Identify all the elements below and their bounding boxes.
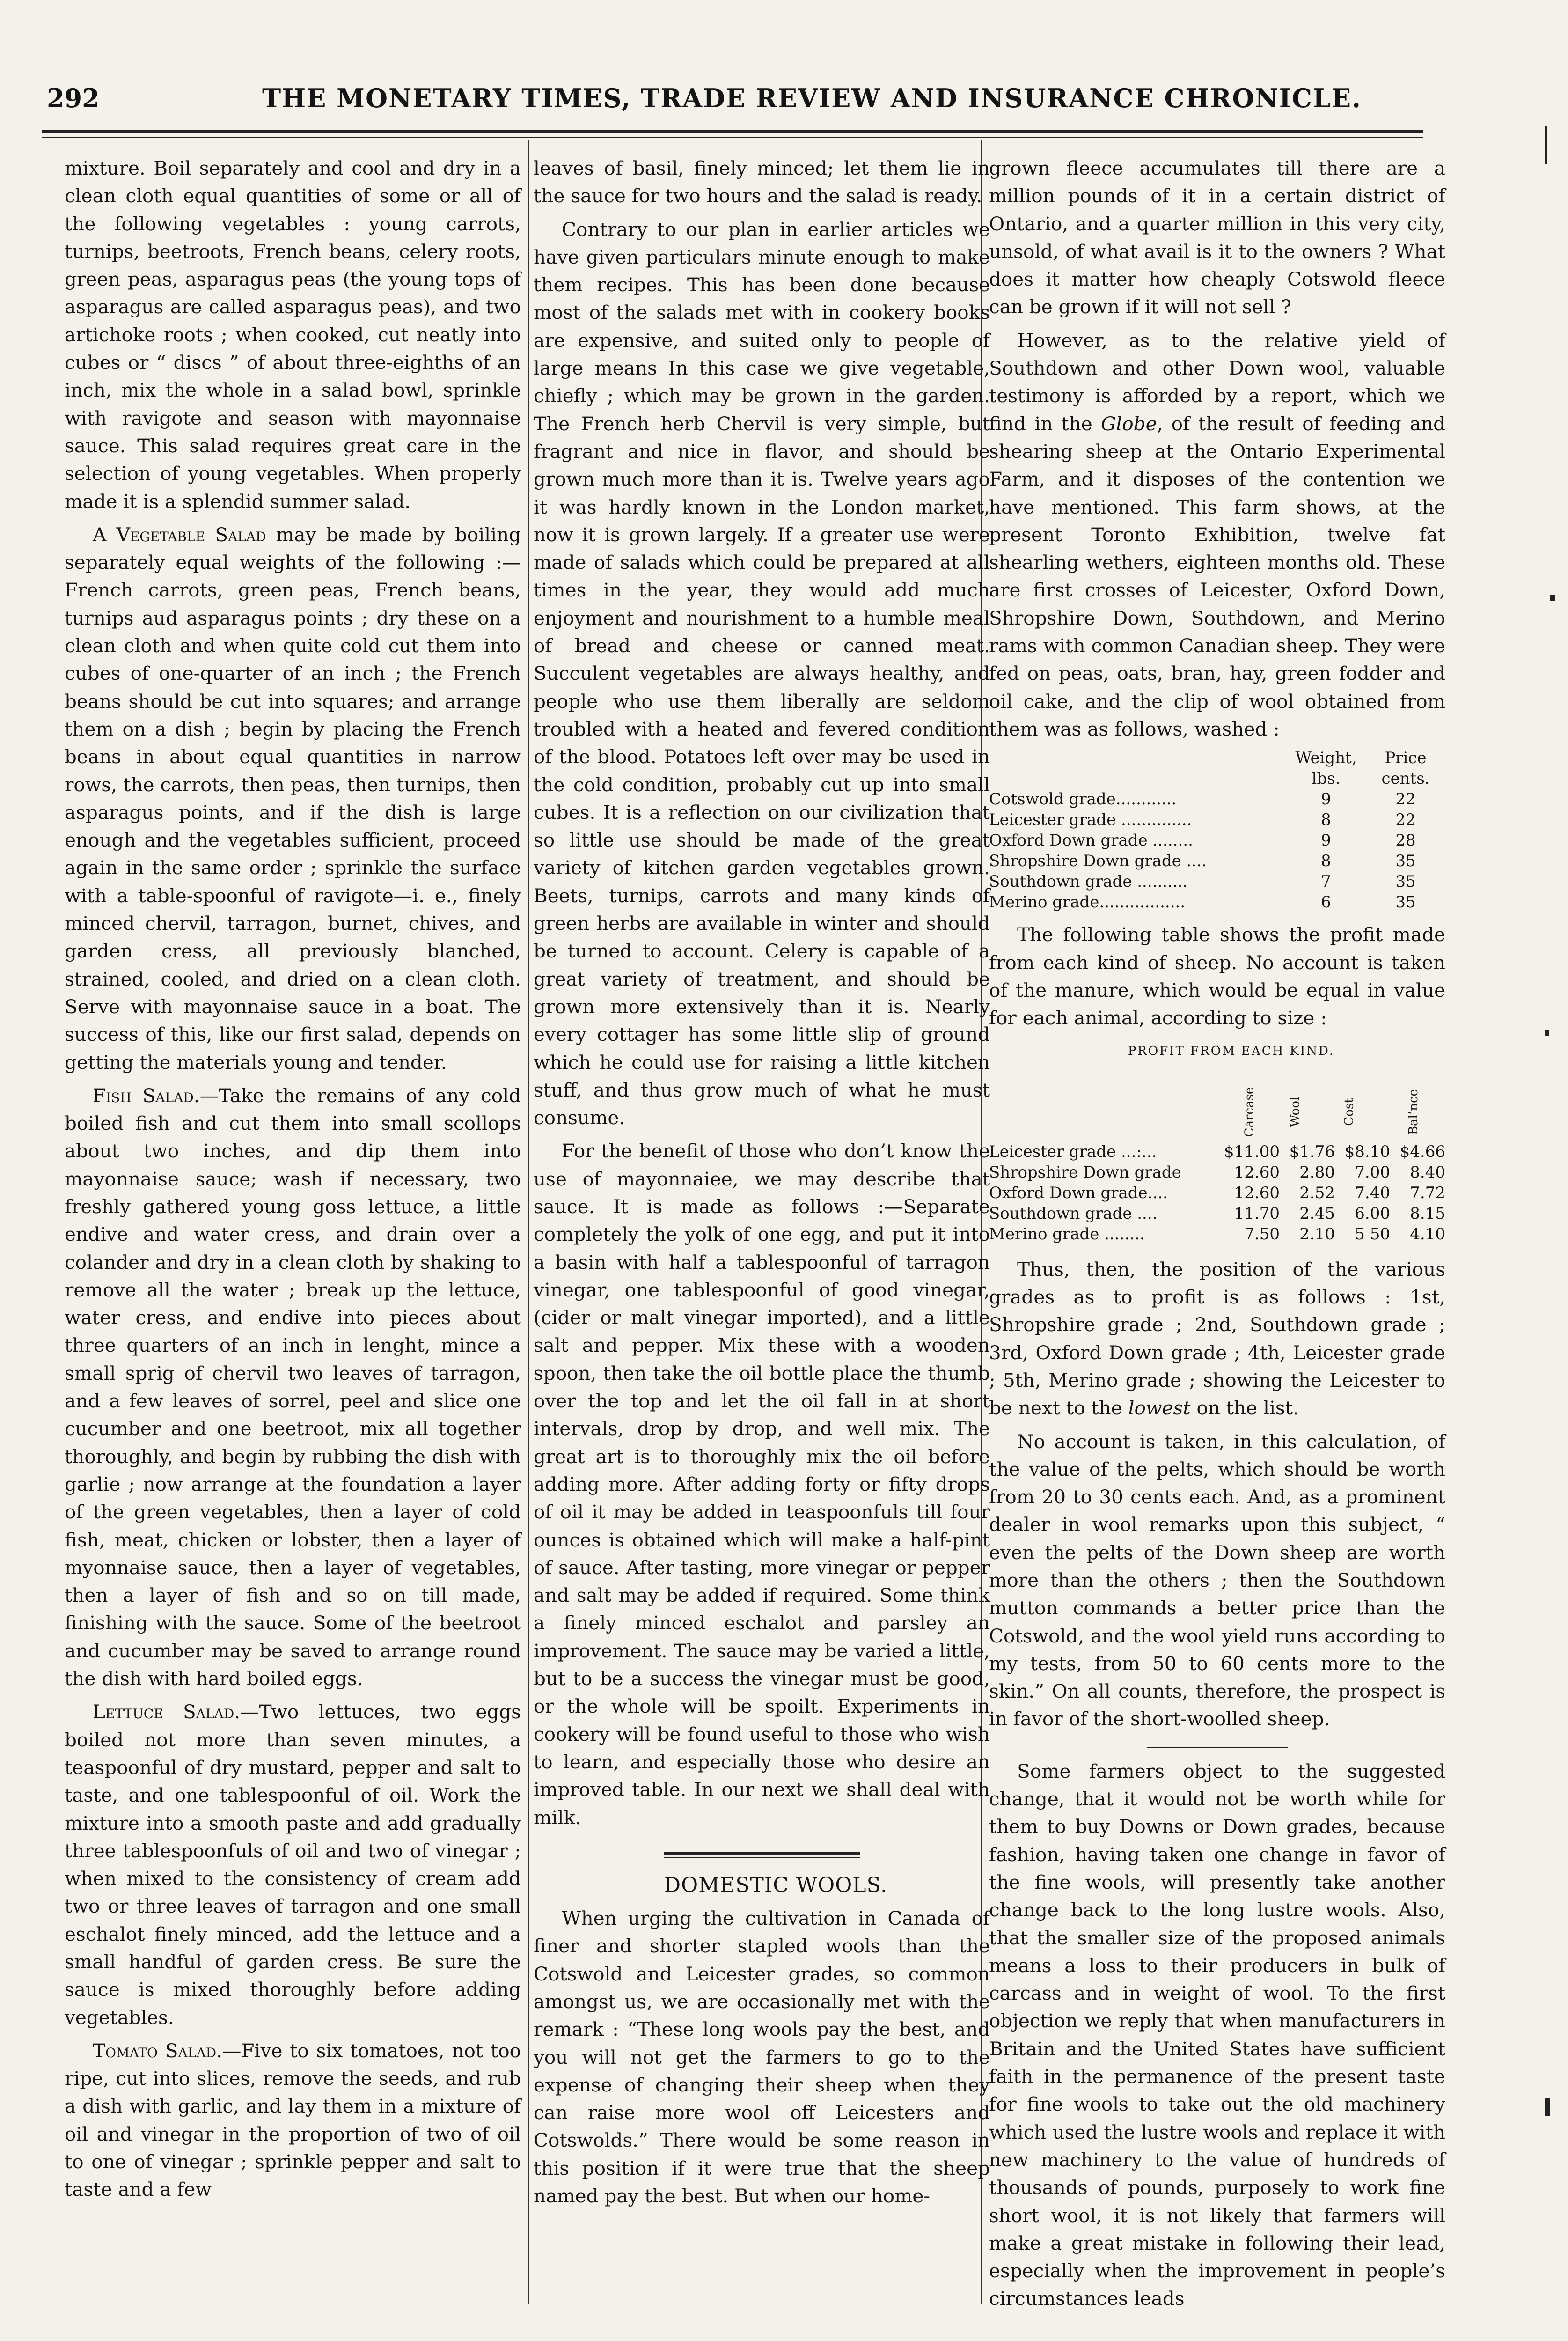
carcase-cell: 11.70 [1234, 1204, 1280, 1223]
column-3 [989, 155, 1445, 2313]
paragraph [65, 1698, 521, 2032]
paragraph: Some farmers object to the suggested change, that it would not be worth while for them to buy Downs or Down grades, because fashion, having taken one change in favor of the fine wools, will presently take another change back to the long lustre wools. Also, that the smaller size of the proposed animals means a loss to their producers in bulk of carcass and in weight of wool. To the first objection we reply that when manufacturers in Britain and the United States have sufficient faith in the permanence of the present taste for fine wools to take out the old machinery which used the lustre wools and replace it with new machinery to the value of hundreds of thousands of pounds, purposely to work fine short wool, it is not likely that farmers will make a great mistake in following their lead, especially when the improvement in people’s circumstances leads [989, 1759, 1445, 2310]
paragraph-text: may be made by boiling separately equal weights of the following :—French carrots, green peas, French beans, turnips aud asparagus points ; dry these on a clean cloth and when quite cold cut them into cubes of one-quarter of an inch ; the French beans should be cut into squares; and arrange them on a dish ; begin by placing the French beans in about equal quantities in narrow rows, the carrots, then peas, then turnips, then asparagus points, and if the dish is large enough and the vegetables sufficient, proceed again in the same order ; sprinkle the surface with a table-spoonful of ravigote—i. e., finely minced chervil, tarragon, burnet, chives, and garden cress, all previously blanched, strained, cooled, and dried on a clean cloth. Serve with mayonnaise sauce in a boat. The success of this, like our first salad, depends on getting the materials young and tender. [65, 523, 521, 1074]
run-in-heading: Tomato Salad. [93, 2039, 222, 2062]
run-in-heading: Lettuce Salad. [93, 1701, 241, 1723]
column-header [1224, 1066, 1280, 1141]
column-header: Price cents. [1381, 749, 1430, 788]
cost-cell: 7.00 [1355, 1163, 1390, 1182]
cost-cell: $8.10 [1344, 1142, 1390, 1161]
paragraph: Contrary to our plan in earlier articles we have given particulars minute enough to make them recipes. This has been done because most of the salads met with in cookery books are expensive, and suited only to people of large means In this case we give vegetable, chiefly ; which may be grown in the garden. The French herb Chervil is very simple, but fragrant and nice in flavor, and should be grown much more than it is. Twelve years ago it was hardly known in the London market, now it is grown largely. If a greater use were made of salads which could be prepared at all times in the year, they would add much enjoyment and nourishment to a humble meal of bread and cheese or canned meat. Succulent vegetables are always healthy, and people who use them liberally are seldom troubled with a heated and fevered condition of the blood. Potatoes left over may be used in the cold condition, probably cut up into small cubes. It is a reflection on our civilization that so little use should be made of the great variety of kitchen garden vegetables grown. Beets, turnips, carrots and many kinds of green herbs are available in winter and should be turned to account. Celery is capable of a great variety of treatment, and should be grown more extensively than it is. Nearly every cottager has some little slip of ground which he could use for raising a little kitchen stuff, and thus grow much of what he must consume. [534, 218, 990, 1129]
carcase-cell: 12.60 [1234, 1163, 1280, 1182]
scan-mark [1550, 595, 1555, 601]
table-row [989, 789, 1445, 810]
scan-mark [1545, 1030, 1549, 1036]
section-separator [1147, 1747, 1288, 1748]
grade-cell: Southdown grade .... [989, 1204, 1158, 1223]
weight-cell: 8 [1321, 810, 1331, 830]
paragraph-text: , of the result of feeding and shearing sheep at the Ontario Experimental Farm, and it disposes of the contention we have mentioned. This farm shows, at the present Toronto Exhibition, twelve fat shearling wethers, eighteen months old. These are first crosses of Leicester, Oxford Down, Shropshire Down, Southdown, and Merino rams with common Canadian sheep. They were fed on peas, oats, bran, hay, green fodder and oil cake, and the clip of wool obtained from them was as follows, washed : [989, 412, 1445, 740]
section-separator [664, 1852, 860, 1858]
newspaper-name: Globe [1100, 412, 1157, 435]
paragraph: grown fleece accumulates till there are a million pounds of it in a certain district of Ontario, and a quarter million in this very city, unsold, of what avail is it to the owners ? What does it matter how cheaply Cotswold fleece can be grown if it will not sell ? [989, 157, 1445, 318]
header-rule [42, 130, 1423, 133]
column-header [1335, 1066, 1390, 1141]
table-title: PROFIT FROM EACH KIND. [1128, 1044, 1335, 1059]
price-cell: 28 [1395, 831, 1416, 850]
paragraph [65, 521, 521, 1076]
grade-cell: Southdown grade .......... [989, 872, 1188, 891]
balance-cell: 8.40 [1410, 1163, 1445, 1182]
column-header-label: Bal’nce [1406, 1089, 1421, 1135]
price-cell: 35 [1395, 872, 1416, 891]
balance-cell: 8.15 [1410, 1204, 1445, 1223]
run-in-heading: A Vegetable Salad [93, 523, 266, 546]
weight-cell: 6 [1321, 893, 1331, 912]
paragraph: leaves of basil, finely minced; let them lie in the sauce for two hours and the salad is ready. [534, 157, 990, 207]
table-row [989, 1203, 1445, 1224]
paragraph [989, 327, 1445, 743]
paragraph-text: on the list. [1190, 1397, 1299, 1420]
run-in-heading: Fish Salad. [93, 1084, 200, 1107]
grade-cell: Shropshire Down grade .... [989, 852, 1207, 871]
grade-cell: Merino grade................. [989, 893, 1186, 912]
scan-mark [1545, 126, 1547, 164]
table-row [989, 871, 1445, 892]
price-cell: 22 [1395, 810, 1416, 830]
carcase-cell: 7.50 [1244, 1224, 1280, 1244]
profit-table [989, 1066, 1445, 1244]
grade-cell: Oxford Down grade ........ [989, 831, 1193, 850]
weight-cell: 7 [1321, 872, 1331, 891]
column-header: Weight, lbs. [1295, 749, 1357, 788]
paragraph: When urging the cultivation in Canada of finer and shorter stapled wools than the Cotswold and Leicester grades, so common amongst us, we are occasionally met with the remark : “These long wools pay the best, and you will not get the farmers to go to the expense of changing their sheep when they can raise more wool off Leicesters and Cotswolds.” There would be some reason in this position if it were true that the sheep named pay the best. But when our home- [534, 1907, 990, 2208]
grade-cell: Merino grade ........ [989, 1224, 1145, 1244]
table-row [989, 1224, 1445, 1244]
column-header [1280, 1066, 1335, 1141]
page-number: 292 [47, 83, 100, 113]
grade-cell: Shropshire Down grade [989, 1163, 1181, 1182]
paragraph-text: —Two lettuces, two eggs boiled not more than seven minutes, a teaspoonful of dry mustard, pepper and salt to taste, and one tablespoonful of oil. Work the mixture into a smooth paste and add gradually three tablespoonfuls of oil and two of vinegar ; when mixed to the consistency of cream add two or three leaves of tarragon and one small eschalot finely minced, add the lettuce and a small handful of garden cress. Be sure the sauce is mixed thoroughly before adding vegetables. [65, 1701, 521, 2029]
section-title: DOMESTIC WOOLS. [664, 1873, 888, 1897]
table-row [989, 1162, 1445, 1183]
wool-cell: 2.10 [1299, 1224, 1335, 1244]
cost-cell: 7.40 [1355, 1183, 1390, 1202]
wool-yield-table [989, 748, 1445, 913]
carcase-cell: $11.00 [1224, 1142, 1280, 1161]
paragraph-text: Thus, then, the position of the various grades as to profit is as follows : 1st, Shropshire grade ; 2nd, Southdown grade ; 3rd, Oxford Down grade ; 4th, Leicester grade ; 5th, Merino grade ; showing the Leicester to be next to the [989, 1258, 1445, 1420]
column-header-label: Wool [1288, 1097, 1303, 1127]
column-header [1390, 1066, 1445, 1141]
emphasis: lowest [1128, 1397, 1191, 1420]
table-row [989, 892, 1445, 913]
balance-cell: $4.66 [1399, 1142, 1445, 1161]
paragraph: For the benefit of those who don’t know the use of mayonnaiee, we may describe that sauce. It is made as follows :—Separate completely the yolk of one egg, and put it into a basin with half a tablespoonful of tarragon vinegar, one tablespoonful of good vinegar, (cider or malt vinegar imported), and a little salt and pepper. Mix these with a wooden spoon, then take the oil bottle place the thumb over the top and let the oil fall in at short intervals, drop by drop, and well mix. The great art is to thoroughly mix the oil before adding more. After adding forty or fifty drops of oil it may be added in teaspoonfuls till four ounces is obtained which will make a half-pint of sauce. After tasting, more vinegar or pepper and salt may be added if required. Some think a finely minced eschalot and parsley an improvement. The sauce may be varied a little, but to be a success the vinegar must be good, or the whole will be spoilt. Experiments in cookery will be found useful to those who wish to learn, and especially those who desire an improved table. In our next we shall deal with milk. [534, 1140, 990, 1829]
balance-cell: 7.72 [1410, 1183, 1445, 1202]
running-title: THE MONETARY TIMES, TRADE REVIEW AND INSURANCE CHRONICLE. [262, 83, 1362, 113]
weight-cell: 9 [1321, 790, 1331, 809]
header-rule-thin [42, 137, 1423, 138]
paragraph-text: —Five to six tomatoes, not too ripe, cut into slices, remove the seeds, and rub a dish with garlic, and lay them in a mixture of oil and vinegar in the proportion of two of oil to one of vinegar ; sprinkle pepper and salt to taste and a few [65, 2039, 521, 2201]
price-cell: 35 [1395, 852, 1416, 871]
paragraph: mixture. Boil separately and cool and dry in a clean cloth equal quantities of some or all of the following vegetables : young carrots, turnips, beetroots, French beans, celery roots, green peas, asparagus peas (the young tops of asparagus are called asparagus peas), and two artichoke roots ; when cooked, cut neatly into cubes or “ discs ” of about three-eighths of an inch, mix the whole in a salad bowl, sprinkle with ravigote and season with mayonnaise sauce. This salad requires great care in the selection of young vegetables. When properly made it is a splendid summer salad. [65, 157, 521, 513]
price-cell: 22 [1395, 790, 1416, 809]
paragraph-text: However, as to the relative yield of Southdown and other Down wool, valuable testimony is afforded by a report, which we find in the [989, 329, 1445, 435]
table-row [989, 810, 1445, 830]
grade-cell: Cotswold grade............ [989, 790, 1177, 809]
column-header-label: Cost [1342, 1098, 1356, 1126]
page-header [47, 83, 1418, 125]
grade-cell: Leicester grade .............. [989, 810, 1192, 830]
balance-cell: 4.10 [1410, 1224, 1445, 1244]
paragraph [65, 2037, 521, 2204]
table-row [989, 851, 1445, 871]
column-1 [65, 155, 521, 2204]
carcase-cell: 12.60 [1234, 1183, 1280, 1202]
wool-cell: 2.52 [1299, 1183, 1335, 1202]
column-header-label: Carcase [1242, 1087, 1257, 1137]
cost-cell: 6.00 [1355, 1204, 1390, 1223]
weight-cell: 8 [1321, 852, 1331, 871]
column-2 [534, 155, 990, 2210]
table-row [989, 830, 1445, 851]
scan-mark [1545, 2098, 1550, 2116]
wool-cell: 2.45 [1299, 1204, 1335, 1223]
wool-cell: $1.76 [1289, 1142, 1335, 1161]
paragraph [989, 1256, 1445, 1422]
weight-cell: 9 [1321, 831, 1331, 850]
paragraph: The following table shows the profit made from each kind of sheep. No account is taken of the manure, which would be equal in value for each animal, according to size : [989, 923, 1445, 1030]
price-cell: 35 [1395, 893, 1416, 912]
table-row [989, 1141, 1445, 1162]
paragraph-text: —Take the remains of any cold boiled fish and cut them into small scollops about two inches, and dip them into mayonnaise sauce; wash if necessary, two freshly gathered young goss lettuce, a little endive and water cress, and drain over a colander and dry in a clean cloth by shaking to remove all the water ; break up the lettuce, water cress, and endive into pieces about three quarters of an inch in lenght, mince a small sprig of chervil two leaves of tarragon, and a few leaves of sorrel, peel and slice one cucumber and one beetroot, mix all together thoroughly, and begin by rubbing the dish with garlie ; now arrange at the foundation a layer of the green vegetables, then a layer of cold fish, meat, chicken or lobster, then a layer of myonnaise sauce, then a layer of vegetables, then a layer of fish and so on till made, finishing with the sauce. Some of the beetroot and cucumber may be saved to arrange round the dish with hard boiled eggs. [65, 1084, 521, 1690]
table-row [989, 1183, 1445, 1203]
paragraph: No account is taken, in this calculation, of the value of the pelts, which should be worth from 20 to 30 cents each. And, as a prominent dealer in wool remarks upon this subject, “ even the pelts of the Down sheep are worth more than the others ; then the Southdown mutton commands a better price than the Cotswold, and the wool yield runs according to my tests, from 50 to 60 cents more to the skin.” On all counts, therefore, the prospect is in favor of the short-woolled sheep. [989, 1430, 1445, 1730]
cost-cell: 5 50 [1355, 1224, 1390, 1244]
column-divider [528, 140, 529, 2304]
paragraph [65, 1082, 521, 1693]
wool-cell: 2.80 [1299, 1163, 1335, 1182]
grade-cell: Leicester grade ...:... [989, 1142, 1157, 1161]
grade-cell: Oxford Down grade.... [989, 1183, 1168, 1202]
